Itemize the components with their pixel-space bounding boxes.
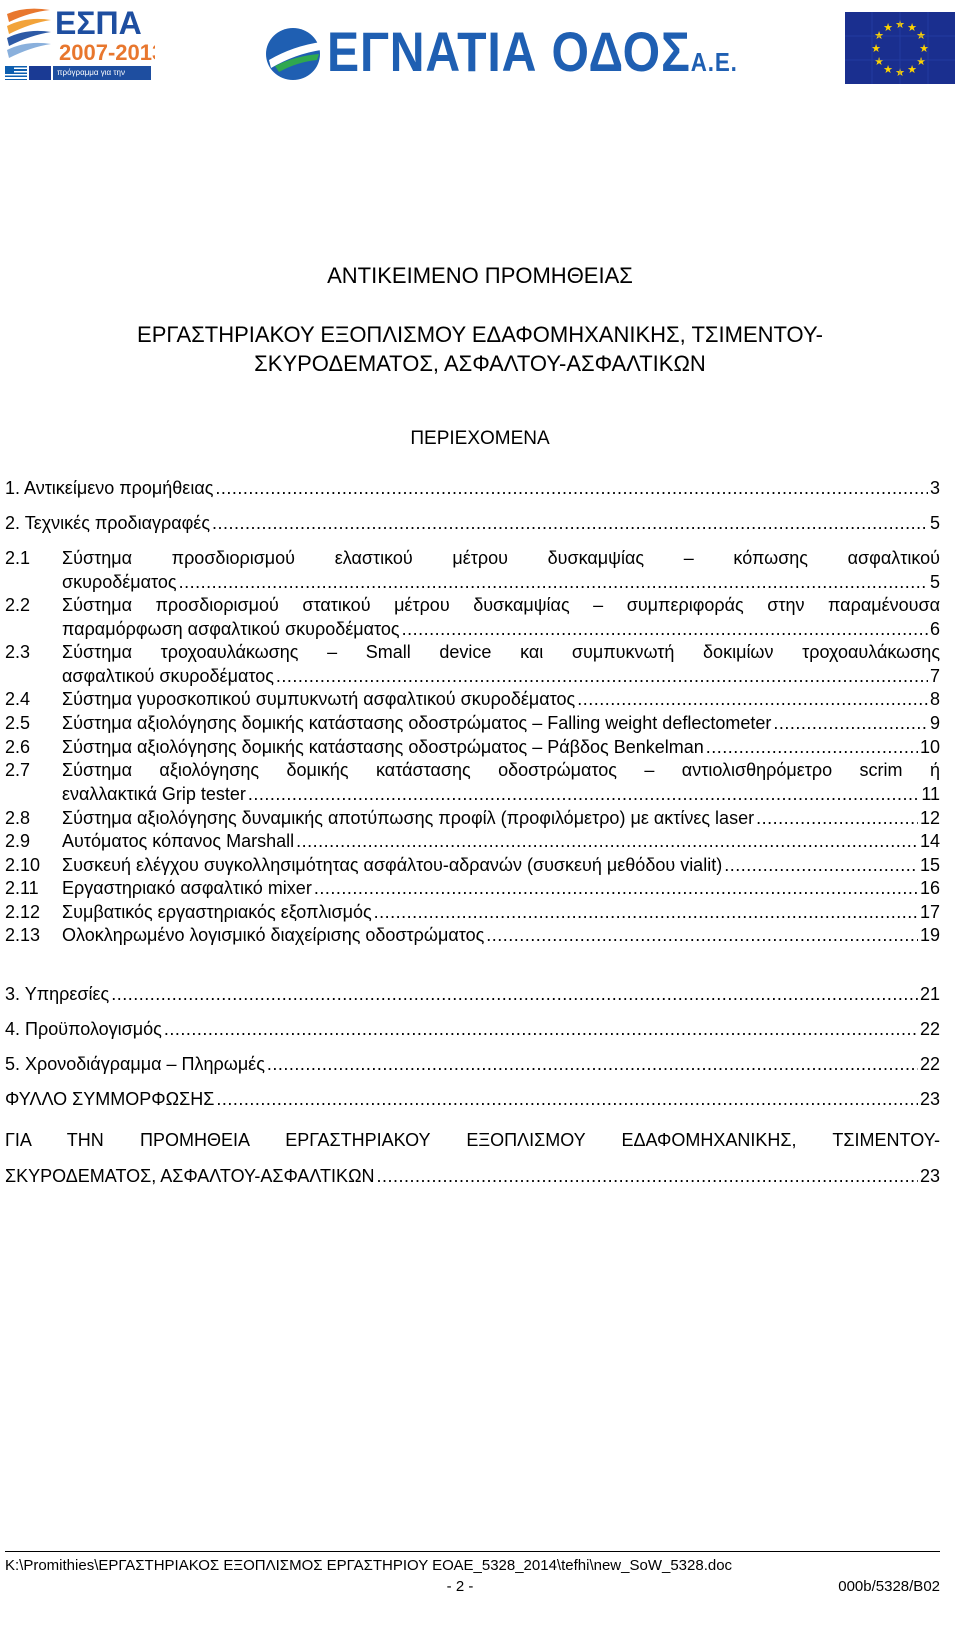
- toc-leader: [773, 711, 928, 735]
- toc-page-number: 11: [921, 784, 940, 804]
- toc-page-number: 6: [929, 619, 940, 639]
- eu-stars-icon: [845, 12, 955, 84]
- svg-text:★: ★: [883, 63, 893, 76]
- footer-divider: [5, 1551, 940, 1552]
- toc-entry-title-line-1: Σύστημα τροχοαυλάκωσης – Small device και συμπυκνωτή δοκιμίων τροχοαυλάκωσης: [62, 642, 940, 662]
- subtitle-line-2: ΣΚΥΡΟΔΕΜΑΤΟΣ, ΑΣΦΑΛΤΟΥ-ΑΣΦΑΛΤΙΚΩΝ: [254, 351, 706, 376]
- toc-entry[interactable]: [5, 876, 940, 900]
- toc-entry-number: 2.12: [5, 902, 41, 922]
- toc-entry-number: 2.2: [5, 595, 31, 615]
- toc-leader: [111, 982, 918, 1006]
- footer-page-number: - 2 -: [446, 1578, 474, 1595]
- toc-page-number: 23: [919, 1166, 940, 1186]
- toc-entry-title: Σύστημα γυροσκοπικού συμπυκνωτή ασφαλτικού σκυροδέματος: [62, 689, 576, 709]
- toc-leader: [215, 476, 928, 500]
- svg-text:★: ★: [895, 18, 905, 31]
- toc-page-number: 9: [929, 713, 940, 733]
- toc-entry-number: 2.7: [5, 760, 31, 780]
- toc-entry-title: ΣΚΥΡΟΔΕΜΑΤΟΣ, ΑΣΦΑΛΤΟΥ-ΑΣΦΑΛΤΙΚΩΝ: [5, 1166, 375, 1186]
- toc-leader: [296, 829, 918, 853]
- toc-page-number: 12: [919, 808, 940, 828]
- espa-flag-strip: [5, 66, 151, 91]
- svg-text:★: ★: [895, 66, 905, 79]
- svg-text:★: ★: [907, 63, 917, 76]
- toc-leader: [486, 923, 918, 947]
- toc-leader: [756, 806, 918, 830]
- toc-page-number: 16: [919, 878, 940, 898]
- egnatia-logo-suffix: Α.Ε.: [690, 47, 738, 77]
- toc-entry[interactable]: [5, 1052, 940, 1076]
- espa-years: 2007-2013: [59, 40, 155, 65]
- toc-entry-title: 1. Αντικείμενο προμήθειας: [5, 478, 214, 498]
- toc-entry-title-line-1: Σύστημα προσδιορισμού στατικού μέτρου δυσκαμψίας – συμπεριφοράς στην παραμένουσα: [62, 595, 940, 615]
- espa-logo-text: ΕΣΠΑ: [55, 5, 142, 41]
- egnatia-logo-text: ΕΓΝΑΤΙΑ ΟΔΟΣΑ.Ε.: [327, 20, 738, 83]
- toc-page-number: 21: [919, 984, 940, 1004]
- toc-page-number: 10: [919, 737, 940, 757]
- toc-entry[interactable]: [5, 829, 940, 853]
- toc-entry-title-line-1: ΓΙΑ ΤΗΝ ΠΡΟΜΗΘΕΙΑ ΕΡΓΑΣΤΗΡΙΑΚΟΥ ΕΞΟΠΛΙΣΜΟΥ ΕΔΑΦΟΜΗΧΑΝΙΚΗΣ, ΤΣΙΜΕΝΤΟΥ-: [5, 1130, 940, 1150]
- toc-page-number: 19: [919, 925, 940, 945]
- toc-entry-number: 2.9: [5, 831, 31, 851]
- toc-entry-title: 2. Τεχνικές προδιαγραφές: [5, 513, 210, 533]
- toc-entry[interactable]: [5, 593, 940, 641]
- main-title: ΑΝΤΙΚΕΙΜΕΝΟ ΠΡΟΜΗΘΕΙΑΣ: [327, 263, 633, 288]
- toc-page-number: 8: [929, 689, 940, 709]
- svg-text:★: ★: [883, 21, 893, 34]
- egnatia-emblem-icon: [265, 20, 325, 84]
- toc-entry[interactable]: [5, 1017, 940, 1041]
- page-header: [0, 0, 960, 100]
- svg-text:★: ★: [907, 21, 917, 34]
- toc-entry-number: 2.10: [5, 855, 41, 875]
- toc-entry-title: Σύστημα αξιολόγησης δομικής κατάστασης οδοστρώματος – Ράβδος Benkelman: [62, 737, 704, 757]
- toc-entry[interactable]: [5, 758, 940, 806]
- toc-entry[interactable]: [5, 982, 940, 1006]
- toc-entry[interactable]: [5, 476, 940, 500]
- subtitle-line-1: ΕΡΓΑΣΤΗΡΙΑΚΟΥ ΕΞΟΠΛΙΣΜΟΥ ΕΔΑΦΟΜΗΧΑΝΙΚΗΣ, ΤΣΙΜΕΝΤΟΥ-: [137, 322, 823, 347]
- toc-entry[interactable]: [5, 711, 940, 735]
- toc-page-number: 7: [929, 666, 940, 686]
- toc-page-number: 17: [919, 902, 940, 922]
- svg-text:★: ★: [874, 55, 884, 68]
- toc-leader: [374, 900, 918, 924]
- egnatia-odos-logo: [265, 20, 765, 84]
- toc-entry[interactable]: [5, 511, 940, 535]
- svg-text:★: ★: [919, 42, 929, 55]
- toc-entry-number: 2.5: [5, 713, 31, 733]
- toc-entry-title: σκυροδέματος: [62, 572, 177, 592]
- toc-entry-title: 3. Υπηρεσίες: [5, 984, 110, 1004]
- toc-leader: [314, 876, 918, 900]
- toc-entry[interactable]: [5, 853, 940, 877]
- toc-entry-title: 4. Προϋπολογισμός: [5, 1019, 162, 1039]
- toc-page-number: 5: [929, 572, 940, 592]
- toc-entry[interactable]: [5, 900, 940, 924]
- toc-leader: [216, 1087, 918, 1111]
- toc-entry[interactable]: [5, 687, 940, 711]
- toc-entry-title: Αυτόματος κόπανος Marshall: [62, 831, 295, 851]
- toc-entry[interactable]: [5, 923, 940, 947]
- toc-entry-title: ασφαλτικού σκυροδέματος: [62, 666, 274, 686]
- eu-flag-icon: [845, 12, 955, 84]
- toc-entry[interactable]: [5, 546, 940, 594]
- toc-entry[interactable]: [5, 640, 940, 688]
- toc-leader: [724, 853, 918, 877]
- toc-entry-title: 5. Χρονοδιάγραμμα – Πληρωμές: [5, 1054, 265, 1074]
- toc-entry-title: Εργαστηριακό ασφαλτικό mixer: [62, 878, 312, 898]
- toc-leader: [377, 1158, 918, 1194]
- toc-entry[interactable]: [5, 1087, 940, 1111]
- toc-entry-title: Συμβατικός εργαστηριακός εξοπλισμός: [62, 902, 372, 922]
- toc-entry[interactable]: [5, 1122, 940, 1194]
- toc-entry-title: Σύστημα αξιολόγησης δυναμικής αποτύπωσης προφίλ (προφιλόμετρο) με ακτίνες laser: [62, 808, 755, 828]
- subtitle: [0, 320, 960, 378]
- greek-flag-icon: [5, 66, 27, 80]
- toc-leader: [267, 1052, 918, 1076]
- toc-entry-number: 2.3: [5, 642, 31, 662]
- toc-entry[interactable]: [5, 735, 940, 759]
- toc-entry-title-line-1: Σύστημα αξιολόγησης δομικής κατάστασης οδοστρώματος – αντιολισθηρόμετρο scrim ή: [62, 760, 940, 780]
- footer-doc-code: 000b/5328/B02: [838, 1578, 940, 1595]
- toc-entry-number: 2.1: [5, 548, 31, 568]
- toc-entry-number: 2.11: [5, 878, 39, 898]
- footer-file-path: K:\Promithies\ΕΡΓΑΣΤΗΡΙΑΚΟΣ ΕΞΟΠΛΙΣΜΟΣ ΕΡΓΑΣΤΗΡΙΟΥ ΕΟΑΕ_5328_2014\tefhi\new_SoW_5328.doc: [5, 1557, 733, 1574]
- toc-page-number: 3: [929, 478, 940, 498]
- toc-page-number: 5: [929, 513, 940, 533]
- svg-text:★: ★: [916, 55, 926, 68]
- toc-page-number: 22: [919, 1054, 940, 1074]
- toc-entry-title: Συσκευή ελέγχου συγκολλησιμότητας ασφάλτου-αδρανών (συσκευή μεθόδου vialit): [62, 855, 723, 875]
- toc-leader: [706, 735, 918, 759]
- toc-leader: [212, 511, 928, 535]
- toc-leader: [276, 664, 928, 688]
- espa-slogan: πρόγραμμα για την ανάπτυξη: [53, 66, 151, 80]
- toc-page-number: 23: [919, 1089, 940, 1109]
- toc-entry-number: 2.13: [5, 925, 41, 945]
- toc-entry-number: 2.4: [5, 689, 31, 709]
- toc-leader: [402, 617, 928, 641]
- toc-entry-number: 2.8: [5, 808, 31, 828]
- toc-entry-title: εναλλακτικά Grip tester: [62, 784, 246, 804]
- toc-page-number: 15: [919, 855, 940, 875]
- svg-text:★: ★: [916, 29, 926, 42]
- toc-leader: [164, 1017, 918, 1041]
- eu-flag-mini-icon: [29, 66, 51, 80]
- toc-entry[interactable]: [5, 806, 940, 830]
- toc-entry-title: Ολοκληρωμένο λογισμικό διαχείρισης οδοστρώματος: [62, 925, 485, 945]
- toc-page-number: 22: [919, 1019, 940, 1039]
- toc-entry-title-line-1: Σύστημα προσδιορισμού ελαστικού μέτρου δυσκαμψίας – κόπωσης ασφαλτικού: [62, 548, 940, 568]
- toc-entry-number: 2.6: [5, 737, 31, 757]
- espa-swoosh-graphic: [5, 4, 155, 68]
- svg-text:★: ★: [874, 29, 884, 42]
- toc-page-number: 14: [919, 831, 940, 851]
- toc-entry-title: Σύστημα αξιολόγησης δομικής κατάστασης οδοστρώματος – Falling weight deflectometer: [62, 713, 772, 733]
- toc-leader: [577, 687, 928, 711]
- toc-leader: [248, 782, 919, 806]
- svg-text:★: ★: [871, 42, 881, 55]
- toc-entry-title: ΦΥΛΛΟ ΣΥΜΜΟΡΦΩΣΗΣ: [5, 1089, 215, 1109]
- toc-entry-title: παραμόρφωση ασφαλτικού σκυροδέματος: [62, 619, 400, 639]
- contents-heading: ΠΕΡΙΕΧΟΜΕΝΑ: [410, 428, 550, 449]
- toc-leader: [179, 570, 928, 594]
